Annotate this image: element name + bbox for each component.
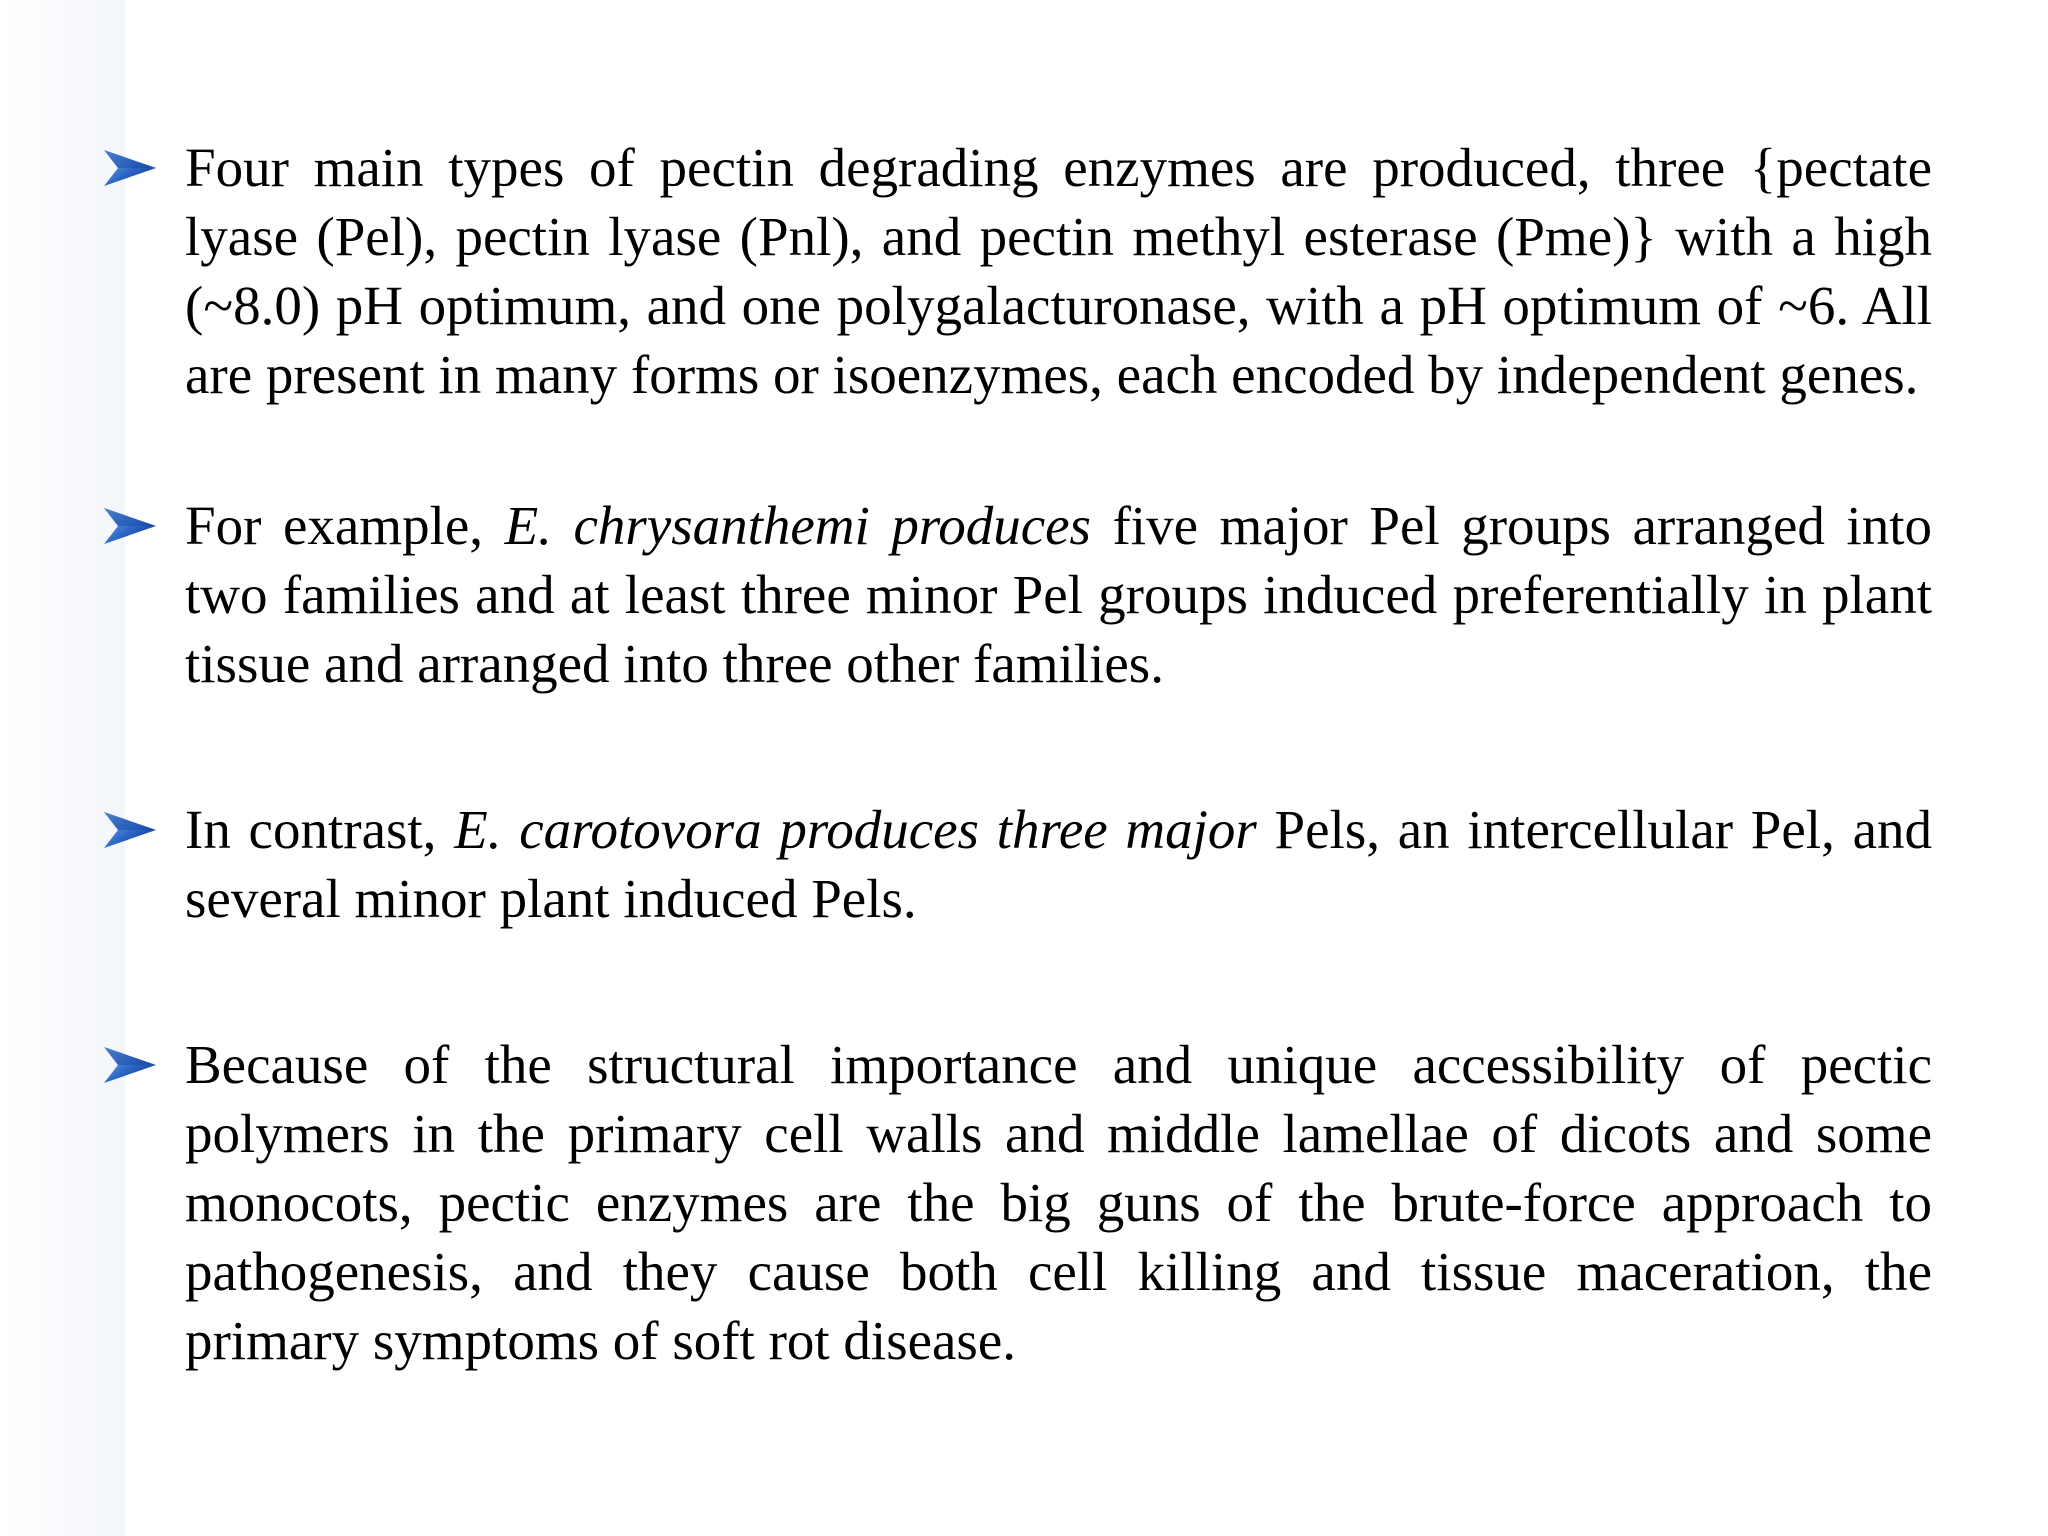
bullet-text bbox=[185, 795, 1932, 933]
bullet-text bbox=[185, 491, 1932, 698]
bullet-text-end: Pels, an intercellular Pel, and several minor plant induced Pels. bbox=[185, 799, 1932, 929]
arrow-bullet-icon bbox=[104, 812, 156, 848]
bullet-text: Because of the structural importance and unique accessibility of pectic polymers in the primary cell walls and middle lamellae of dicots and some monocots, pectic enzymes are the big guns of the brute-force approach to pathogenesis, and they cause both cell killing and tissue maceration, the primary symptoms of soft rot disease. bbox=[185, 1034, 1932, 1371]
bullet-text-end: five major Pel groups arranged into two families and at least three minor Pel groups induced preferentially in plant tissue and arranged into three other families. bbox=[185, 495, 1932, 694]
arrow-bullet-icon bbox=[104, 508, 156, 544]
bullet-text: Four main types of pectin degrading enzymes are produced, three {pectate lyase (Pel), pectin lyase (Pnl), and pectin methyl esterase (Pme)} with a high (~8.0) pH optimum, and one polygalacturonase, with a pH optimum of ~6. All are present in many forms or isoenzymes, each encoded by independent genes. bbox=[185, 137, 1932, 405]
arrow-bullet-icon bbox=[104, 150, 156, 186]
species-name-italic: E. chrysanthemi produces bbox=[504, 495, 1091, 556]
bullet-text-start: For example, bbox=[185, 495, 505, 556]
species-name-italic: E. carotovora produces three major bbox=[454, 799, 1257, 860]
bullet-text-start: In contrast, bbox=[185, 799, 455, 860]
arrow-bullet-icon bbox=[104, 1047, 156, 1083]
